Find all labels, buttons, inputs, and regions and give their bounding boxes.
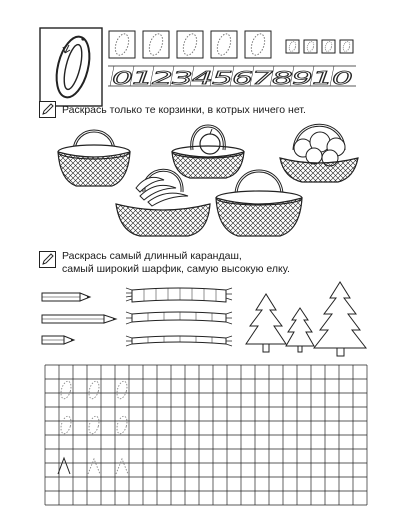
trees-drawing: [242, 280, 372, 358]
basket-empty-1[interactable]: [58, 131, 130, 186]
big-digit-zero-drawing: [39, 27, 103, 107]
tree-medium[interactable]: [246, 294, 286, 352]
practice-cells-large: [108, 30, 280, 60]
pencils-drawing: [40, 290, 125, 350]
scarves-drawing: [124, 284, 234, 354]
task2-pencil-icon: [39, 251, 56, 268]
pencils-illustration: [40, 290, 125, 350]
tree-small[interactable]: [286, 308, 314, 352]
basket-with-bananas[interactable]: [116, 170, 210, 236]
task2-instruction-line1: Раскрась самый длинный карандаш,: [62, 250, 242, 262]
basket-empty-2[interactable]: [216, 171, 302, 236]
baskets-illustration: [48, 118, 368, 246]
basket-with-fruits[interactable]: [280, 125, 358, 182]
writing-grid: [44, 364, 370, 506]
dotted-zero-cells: [108, 30, 280, 60]
big-digit-zero-box: [39, 27, 103, 107]
pencil-short-2[interactable]: [42, 336, 74, 344]
pencil-icon: [39, 251, 56, 268]
dotted-small-cells: [285, 39, 355, 55]
task1-pencil-icon: [39, 101, 56, 118]
baskets-drawing: [48, 118, 368, 246]
pencil-long[interactable]: [42, 315, 116, 323]
scarf-narrow[interactable]: [126, 336, 232, 346]
scarf-medium[interactable]: [126, 312, 232, 324]
task2-instruction-line2: самый широкий шарфик, самую высокую елку.: [62, 263, 290, 275]
task1-instruction: Раскрась только те корзинки, в котрых ничего нет.: [62, 104, 306, 116]
dotted-zero-traces: [59, 380, 129, 435]
tree-tall[interactable]: [314, 282, 366, 356]
practice-cells-small: [285, 39, 355, 55]
pencil-short-1[interactable]: [42, 293, 90, 301]
digit-row-text: 012345678910: [112, 68, 353, 89]
sample-lambda-sign: [58, 458, 70, 474]
dotted-lambda-traces: [88, 459, 128, 474]
scarf-wide[interactable]: [126, 288, 232, 302]
basket-with-apple[interactable]: [172, 126, 244, 178]
ruled-lines: [108, 62, 358, 92]
scarves-illustration: [124, 284, 234, 354]
grid-cells: [44, 364, 370, 506]
trees-illustration: [242, 280, 372, 358]
pencil-icon: [39, 101, 56, 118]
digit-writing-lines: [108, 62, 358, 92]
